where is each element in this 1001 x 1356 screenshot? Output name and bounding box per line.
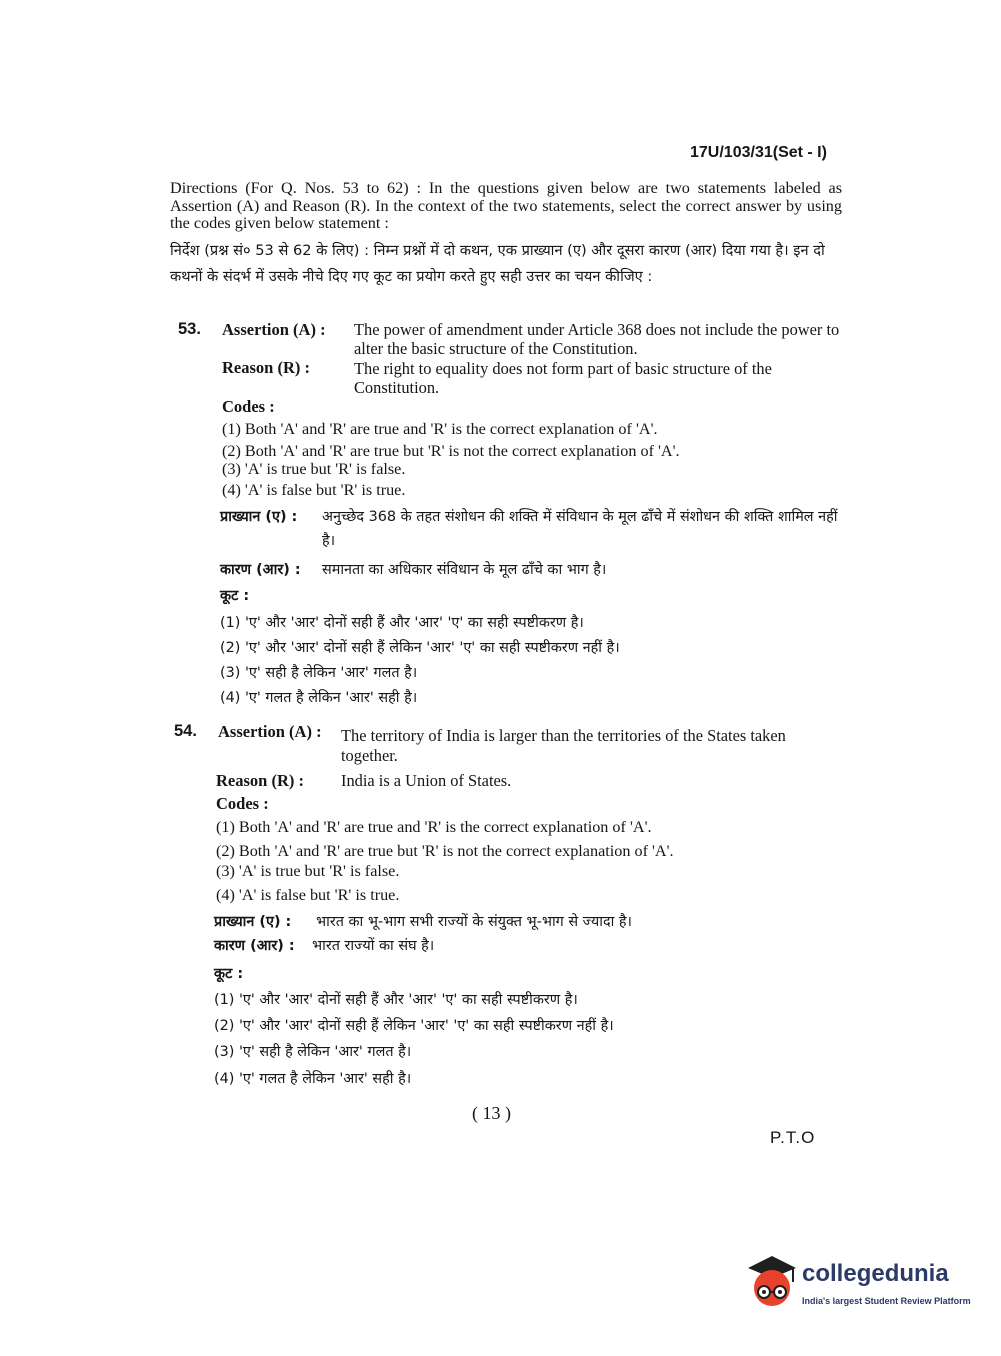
code-hindi-option-1: (1) 'ए' और 'आर' दोनों सही हैं और 'आर' 'ए' का सही स्पष्टीकरण है। bbox=[220, 615, 584, 631]
reason-label: Reason (R) : bbox=[222, 358, 310, 377]
reason-hindi-text: समानता का अधिकार संविधान के मूल ढाँचे का भाग है। bbox=[322, 562, 607, 578]
reason-hindi-text: भारत राज्यों का संघ है। bbox=[312, 938, 435, 954]
code-option-1: (1) Both 'A' and 'R' are true and 'R' is the correct explanation of 'A'. bbox=[222, 420, 658, 438]
code-option-3: (3) 'A' is true but 'R' is false. bbox=[216, 862, 400, 880]
code-hindi-option-4: (4) 'ए' गलत है लेकिन 'आर' सही है। bbox=[220, 690, 418, 706]
page-number: ( 13 ) bbox=[472, 1103, 511, 1123]
reason-label: Reason (R) : bbox=[216, 771, 304, 790]
assertion-label: Assertion (A) : bbox=[218, 722, 322, 741]
paper-code: 17U/103/31(Set - I) bbox=[690, 144, 827, 161]
codes-label: Codes : bbox=[216, 794, 269, 813]
code-option-1: (1) Both 'A' and 'R' are true and 'R' is the correct explanation of 'A'. bbox=[216, 818, 652, 836]
mascot-icon bbox=[744, 1254, 800, 1314]
reason-hindi-label: कारण (आर) : bbox=[220, 562, 301, 578]
pto-note: P.T.O bbox=[770, 1128, 816, 1147]
logo-tagline: India's largest Student Review Platform bbox=[802, 1296, 971, 1306]
reason-hindi-label: कारण (आर) : bbox=[214, 938, 295, 954]
code-hindi-option-3: (3) 'ए' सही है लेकिन 'आर' गलत है। bbox=[214, 1044, 412, 1060]
codes-hindi-label: कूट : bbox=[214, 966, 244, 982]
codes-label: Codes : bbox=[222, 397, 275, 416]
assertion-label: Assertion (A) : bbox=[222, 320, 326, 339]
question-number: 53. bbox=[178, 320, 201, 338]
codes-hindi-label: कूट : bbox=[220, 588, 250, 604]
code-option-4: (4) 'A' is false but 'R' is true. bbox=[216, 886, 400, 904]
code-hindi-option-2: (2) 'ए' और 'आर' दोनों सही हैं लेकिन 'आर' 'ए' का सही स्पष्टीकरण नहीं है। bbox=[220, 640, 620, 656]
assertion-text: The power of amendment under Article 368 does not include the power to alter the basic structure of the Constitution. bbox=[354, 320, 840, 358]
assertion-hindi-label: प्राख्यान (ए) : bbox=[214, 914, 292, 930]
code-hindi-option-4: (4) 'ए' गलत है लेकिन 'आर' सही है। bbox=[214, 1071, 412, 1087]
assertion-hindi-text: भारत का भू-भाग सभी राज्यों के संयुक्त भू-भाग से ज्यादा है। bbox=[316, 914, 632, 930]
code-hindi-option-1: (1) 'ए' और 'आर' दोनों सही हैं और 'आर' 'ए' का सही स्पष्टीकरण है। bbox=[214, 992, 578, 1008]
assertion-hindi-text: अनुच्छेद 368 के तहत संशोधन की शक्ति में संविधान के मूल ढाँचे में संशोधन की शक्ति शामिल नहीं है। bbox=[322, 509, 838, 549]
assertion-hindi-label: प्राख्यान (ए) : bbox=[220, 509, 298, 525]
reason-text: India is a Union of States. bbox=[341, 771, 512, 790]
question-number: 54. bbox=[174, 722, 197, 740]
code-option-3: (3) 'A' is true but 'R' is false. bbox=[222, 460, 406, 478]
code-hindi-option-2: (2) 'ए' और 'आर' दोनों सही हैं लेकिन 'आर' 'ए' का सही स्पष्टीकरण नहीं है। bbox=[214, 1018, 614, 1034]
directions-english: Directions (For Q. Nos. 53 to 62) : In the questions given below are two statements labeled as Assertion (A) and Reason (R). In the context of the two statements, select the correct answer by using the codes given below statement : bbox=[170, 179, 842, 232]
directions-hindi: निर्देश (प्रश्न सं० 53 से 62 के लिए) : निम्न प्रश्नों में दो कथन, एक प्राख्यान (ए) और दूसरा कारण (आर) दिया गया है। इन दो कथनों के संदर्भ में उसके नीचे दिए गए कूट का प्रयोग करते हुए सही उत्तर का चयन कीजिए : bbox=[170, 242, 825, 285]
code-option-2: (2) Both 'A' and 'R' are true but 'R' is not the correct explanation of 'A'. bbox=[216, 842, 674, 860]
reason-text: The right to equality does not form part of basic structure of the Constitution. bbox=[354, 359, 772, 397]
logo-wordmark: collegedunia bbox=[802, 1260, 949, 1287]
collegedunia-logo bbox=[744, 1254, 974, 1314]
code-hindi-option-3: (3) 'ए' सही है लेकिन 'आर' गलत है। bbox=[220, 665, 418, 681]
code-option-4: (4) 'A' is false but 'R' is true. bbox=[222, 481, 406, 499]
assertion-text: The territory of India is larger than the territories of the States taken together. bbox=[341, 726, 786, 765]
code-option-2: (2) Both 'A' and 'R' are true but 'R' is not the correct explanation of 'A'. bbox=[222, 442, 680, 460]
